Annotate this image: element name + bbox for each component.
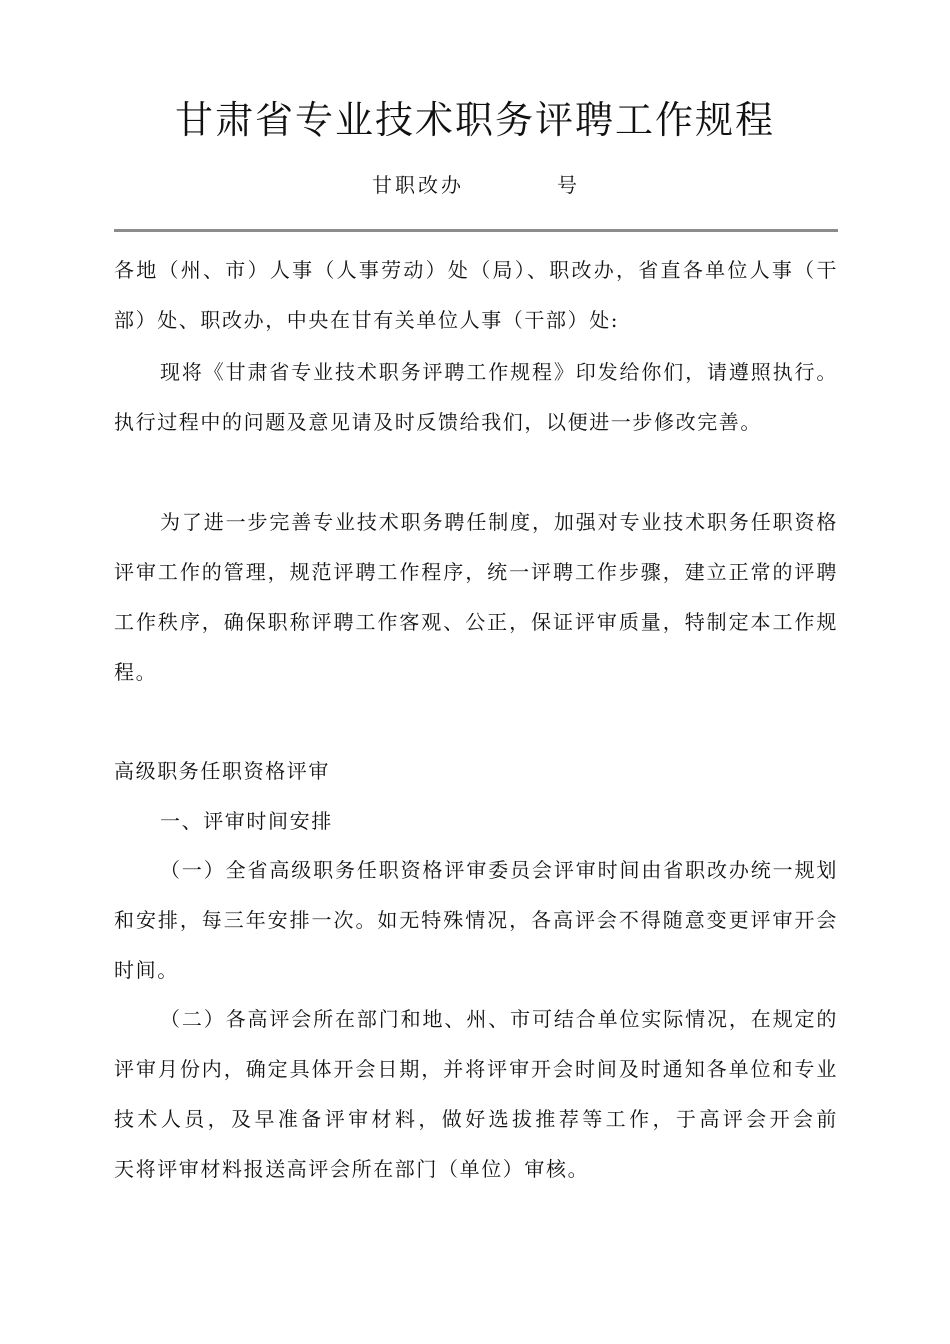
subsection-heading: 一、评审时间安排 — [160, 809, 333, 833]
section-heading: 高级职务任职资格评审 — [114, 759, 330, 783]
document-number-prefix: 甘职改办 — [372, 173, 464, 197]
preamble-paragraph: 为了进一步完善专业技术职务聘任制度，加强对专业技术职务任职资格评审工作的管理，规范评聘工作程序，统一评聘工作步骤，建立正常的评聘工作秩序，确保职称评聘工作客观、公正，保证评审质量，特制定本工作规程。 — [114, 510, 838, 684]
document-number-suffix: 号 — [557, 173, 577, 197]
document-number — [0, 168, 950, 202]
header-divider — [114, 229, 838, 232]
item-one-paragraph: （一）全省高级职务任职资格评审委员会评审时间由省职改办统一规划和安排，每三年安排一次。如无特殊情况，各高评会不得随意变更评审开会时间。 — [114, 858, 838, 982]
salutation-paragraph: 各地（州、市）人事（人事劳动）处（局）、职改办，省直各单位人事（干部）处、职改办，中央在甘有关单位人事（干部）处: — [114, 258, 838, 332]
item-two-paragraph: （二）各高评会所在部门和地、州、市可结合单位实际情况，在规定的评审月份内，确定具体开会日期，并将评审开会时间及时通知各单位和专业技术人员，及早准备评审材料，做好选拔推荐等工作，于高评会开会前 天将评审材料报送高评会所在部门（单位）审核。 — [114, 1007, 882, 1181]
document-title: 甘肃省专业技术职务评聘工作规程 — [174, 98, 775, 142]
notice-paragraph: 现将《甘肃省专业技术职务评聘工作规程》印发给你们，请遵照执行。执行过程中的问题及意见请及时反馈给我们，以便进一步修改完善。 — [114, 360, 838, 434]
